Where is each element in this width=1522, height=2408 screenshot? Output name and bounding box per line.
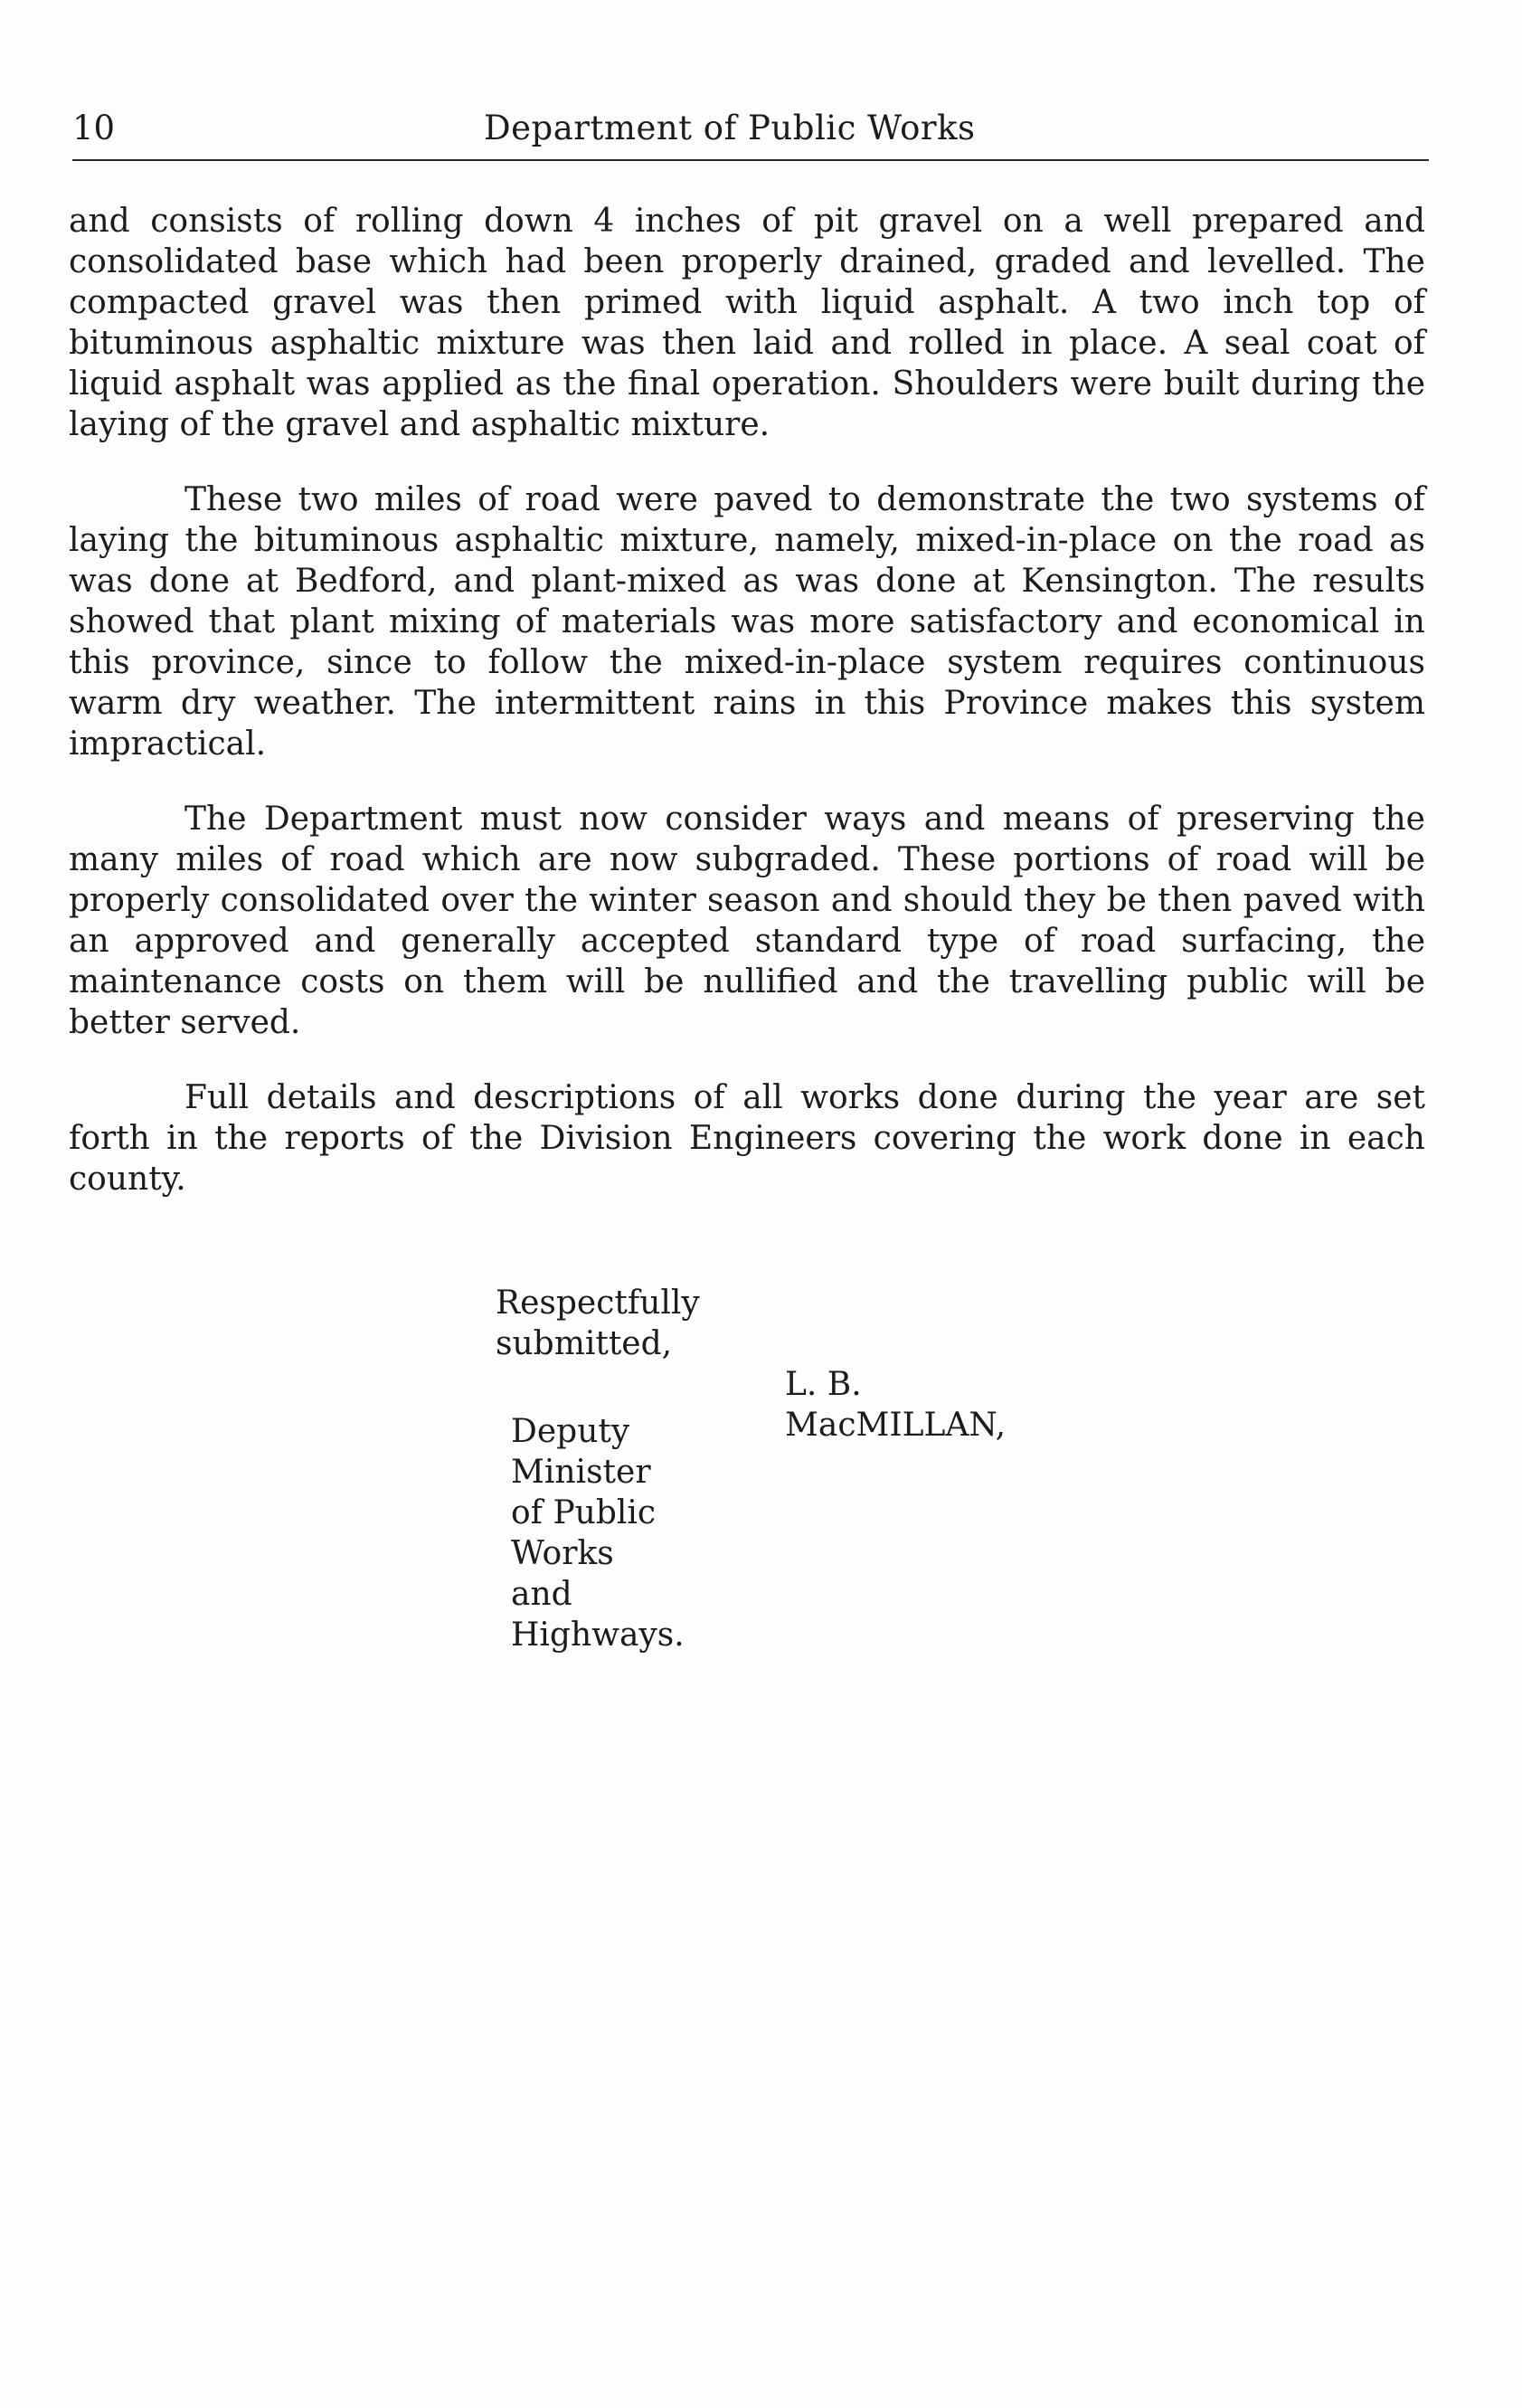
signatory-name: L. B. MacMILLAN,: [785, 1366, 1007, 1444]
paragraph-1: and consists of rolling down 4 inches of pit gravel on a well prepared and consolidated base which had been properly drained, graded and levelled. The compacted gravel was then primed with liquid asphalt. A two inch top of bituminous asphaltic mixture was then laid and rolled in place. A seal coat of liquid asphalt was applied as the final operation. Shoulders were built during the laying of the gravel and asphaltic mixture.: [69, 203, 1425, 443]
paragraph-3: The Department must now consider ways and means of preserving the many miles of road which are now subgraded. These portions of road will be properly consolidated over the winter season and should they be then paved with an approved and generally accepted standard type of road surfacing, the maintenance costs on them will be nullified and the travelling public will be better served.: [69, 801, 1425, 1041]
header-rule: [72, 159, 1429, 161]
valediction: Respectfully submitted,: [496, 1285, 700, 1362]
signatory-title: Deputy Minister of Public Works and Highways.: [511, 1413, 685, 1654]
paragraph-2: These two miles of road were paved to demonstrate the two systems of laying the bituminous asphaltic mixture, namely, mixed-in-place on the road as was done at Bedford, and plant-mixed as was done at Kensington. The results showed that plant mixing of materials was more satisfactory and economical in this province, since to follow the mixed-in-place system requires continuous warm dry weather. The intermittent rains in this Province makes this system impractical.: [69, 481, 1425, 763]
paragraph-4: Full details and descriptions of all works done during the year are set forth in the reports of the Division Engineers covering the work done in each county.: [69, 1079, 1425, 1198]
running-head: [72, 101, 1429, 156]
running-title: Department of Public Works: [484, 109, 976, 147]
body-text: [69, 201, 1425, 1234]
page-number: 10: [72, 109, 116, 147]
